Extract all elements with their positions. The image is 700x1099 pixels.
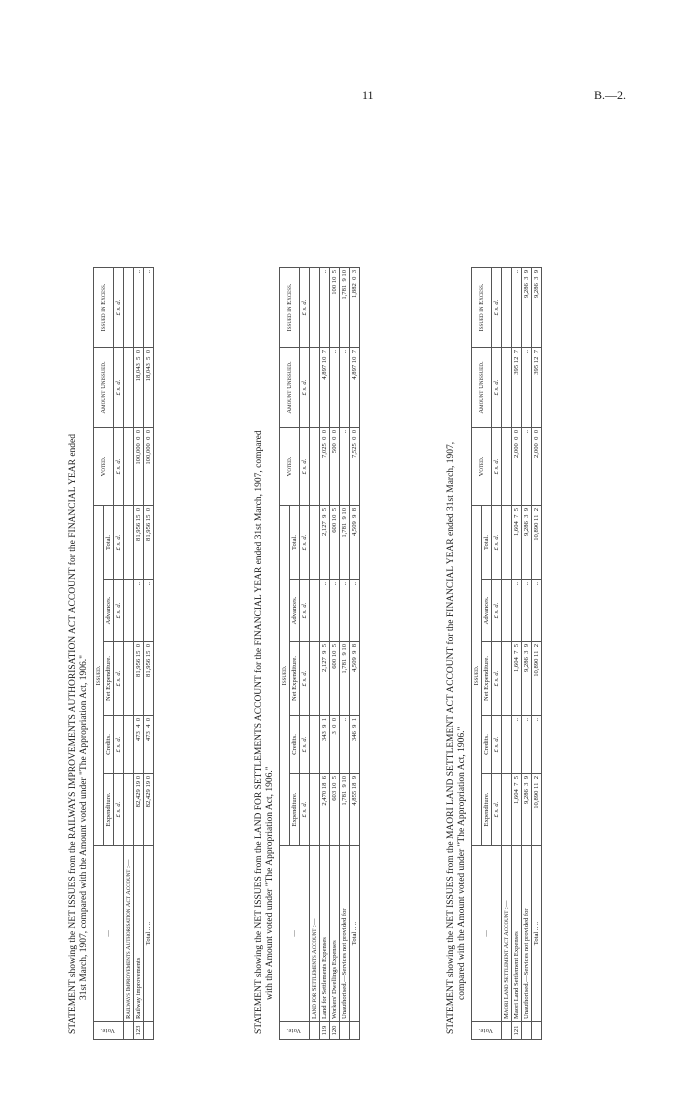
currency-units: £ s. d. (114, 268, 124, 348)
statement-title: STATEMENT showing the NET ISSUES from the LAND FOR SETTLEMENTS ACCOUNT for the FINANCIAL YEAR ended 31st March, 1907, compared (254, 430, 264, 1034)
total-excess: 9,286 3 9 (532, 268, 542, 348)
currency-units: £ s. d. (300, 580, 310, 642)
total-unissued: 4,897 10 7 (350, 348, 360, 428)
currency-units: £ s. d. (114, 642, 124, 716)
total-voted: 2,000 0 0 (532, 428, 542, 506)
cell-unissued: .. (340, 348, 350, 428)
row-description: Workers' Dwellings Expenses (330, 846, 340, 1022)
cell-tot: 600 10 5 (330, 506, 340, 580)
cell-exp: 603 10 5 (330, 774, 340, 846)
cell-voted (124, 428, 134, 506)
cell-excess (124, 268, 134, 348)
cell-adv: .. (512, 580, 522, 642)
table-row (522, 268, 532, 1040)
cell-voted (502, 428, 512, 506)
currency-units: £ s. d. (114, 428, 124, 506)
table-row (502, 268, 512, 1040)
row-description: Land for Settlements Account :— (310, 846, 320, 1022)
vote-number (522, 1022, 532, 1040)
cell-net: 1,604 7 5 (512, 642, 522, 716)
statement-section (68, 110, 154, 1040)
voted-header: Voted. (472, 428, 492, 506)
cell-adv: .. (522, 580, 532, 642)
cell-tot (310, 506, 320, 580)
currency-units: £ s. d. (300, 774, 310, 846)
advances-header: Advances. (104, 580, 114, 642)
cell-adv: .. (330, 580, 340, 642)
cell-voted: 2,000 0 0 (512, 428, 522, 506)
statement-table (279, 267, 360, 1040)
net-expenditure-header: Net Expenditure. (104, 642, 114, 716)
currency-units: £ s. d. (300, 428, 310, 506)
row-description: Railways Improvements Authorisation Act Account :— (124, 846, 134, 1022)
currency-units: £ s. d. (492, 348, 502, 428)
cell-unissued: 18,043 5 0 (134, 348, 144, 428)
total-label: Total .. .. (144, 846, 154, 1022)
vote-number: 123 (134, 1022, 144, 1040)
cell-net (124, 642, 134, 716)
total-exp: 10,890 11 2 (532, 774, 542, 846)
table-row (310, 268, 320, 1040)
vote-number (532, 1022, 542, 1040)
document-reference: B.—2. (594, 88, 627, 102)
row-description: Unauthorised.—Services not provided for (522, 846, 532, 1022)
vote-number (350, 1022, 360, 1040)
cell-unissued: .. (330, 348, 340, 428)
cell-tot: 1,604 7 5 (512, 506, 522, 580)
cell-exp (502, 774, 512, 846)
description-header: — (472, 846, 502, 1022)
total-voted: 100,000 0 0 (144, 428, 154, 506)
row-description: Maori Land Settlement Act Account :— (502, 846, 512, 1022)
cell-cred (502, 716, 512, 774)
total-header: Total. (290, 506, 300, 580)
total-adv: .. (144, 580, 154, 642)
cell-cred: 473 4 0 (134, 716, 144, 774)
total-adv: .. (532, 580, 542, 642)
cell-tot (502, 506, 512, 580)
total-exp: 82,429 19 0 (144, 774, 154, 846)
cell-cred: 3 0 0 (330, 716, 340, 774)
cell-net: 9,286 3 9 (522, 642, 532, 716)
total-voted: 7,525 0 0 (350, 428, 360, 506)
voted-header: Voted. (280, 428, 300, 506)
credits-header: Credits. (290, 716, 300, 774)
cell-excess (502, 268, 512, 348)
currency-units: £ s. d. (492, 642, 502, 716)
cell-cred: .. (512, 716, 522, 774)
cell-voted: 500 0 0 (330, 428, 340, 506)
credits-header: Credits. (104, 716, 114, 774)
expenditure-header: Expenditure. (290, 774, 300, 846)
cell-unissued (124, 348, 134, 428)
vote-number (124, 1022, 134, 1040)
cell-exp: 1,604 7 5 (512, 774, 522, 846)
cell-excess (310, 268, 320, 348)
statement-title: STATEMENT showing the NET ISSUES from the RAILWAYS IMPROVEMENTS AUTHORISATION ACT ACCOUNT for the FINANCIAL YEAR ended (68, 433, 78, 1034)
cell-voted (310, 428, 320, 506)
total-net: 4,509 9 8 (350, 642, 360, 716)
total-label: Total .. .. (350, 846, 360, 1022)
advances-header: Advances. (482, 580, 492, 642)
advances-header: Advances. (290, 580, 300, 642)
issued-header: Issued. (472, 506, 482, 846)
cell-exp: 82,429 19 0 (134, 774, 144, 846)
cell-exp: 2,470 18 6 (320, 774, 330, 846)
statement-section (254, 110, 360, 1040)
statement-subtitle: with the Amount voted under "The Appropriation Act, 1906." (265, 766, 275, 1000)
cell-adv: .. (320, 580, 330, 642)
cell-excess: 9,286 3 9 (522, 268, 532, 348)
total-unissued: 395 12 7 (532, 348, 542, 428)
cell-net (310, 642, 320, 716)
total-net: 81,956 15 0 (144, 642, 154, 716)
cell-voted: 100,000 0 0 (134, 428, 144, 506)
cell-excess: 1,781 9 10 (340, 268, 350, 348)
currency-units: £ s. d. (300, 716, 310, 774)
vote-number (144, 1022, 154, 1040)
total-row (144, 268, 154, 1040)
currency-units: £ s. d. (300, 268, 310, 348)
vote-number (502, 1022, 512, 1040)
currency-units: £ s. d. (114, 716, 124, 774)
row-description: Maori Land Settlement Expenses (512, 846, 522, 1022)
currency-units: £ s. d. (114, 774, 124, 846)
cell-voted: .. (340, 428, 350, 506)
currency-units: £ s. d. (492, 580, 502, 642)
total-unissued: 18,043 5 0 (144, 348, 154, 428)
row-description: Railway improvements (134, 846, 144, 1022)
cell-exp (124, 774, 134, 846)
cell-unissued: .. (522, 348, 532, 428)
cell-cred: 343 9 1 (320, 716, 330, 774)
credits-header: Credits. (482, 716, 492, 774)
cell-tot: 81,956 15 0 (134, 506, 144, 580)
cell-tot: 1,781 9 10 (340, 506, 350, 580)
total-header: Total. (482, 506, 492, 580)
cell-excess: .. (134, 268, 144, 348)
statement-table (93, 267, 154, 1040)
currency-units: £ s. d. (492, 774, 502, 846)
net-expenditure-header: Net Expenditure. (290, 642, 300, 716)
cell-cred (124, 716, 134, 774)
cell-tot: 2,127 9 5 (320, 506, 330, 580)
row-description: Land for Settlements Expenses (320, 846, 330, 1022)
cell-cred: .. (340, 716, 350, 774)
currency-units: £ s. d. (492, 428, 502, 506)
cell-cred: .. (522, 716, 532, 774)
table-row (330, 268, 340, 1040)
cell-unissued (502, 348, 512, 428)
table-row (320, 268, 330, 1040)
unissued-header: Amount Unissued. (94, 348, 114, 428)
excess-header: Issued in Excess. (94, 268, 114, 348)
cell-cred (310, 716, 320, 774)
statement-table (471, 267, 542, 1040)
cell-net: 81,956 15 0 (134, 642, 144, 716)
total-cred: 473 4 0 (144, 716, 154, 774)
table-row (340, 268, 350, 1040)
expenditure-header: Expenditure. (104, 774, 114, 846)
vote-number: 121 (512, 1022, 522, 1040)
statement-subtitle: 31st March, 1907, compared with the Amount voted under "The Appropriation Act, 1906." (79, 655, 89, 1000)
total-net: 10,890 11 2 (532, 642, 542, 716)
total-cred: .. (532, 716, 542, 774)
total-row (532, 268, 542, 1040)
currency-units: £ s. d. (492, 506, 502, 580)
cell-exp (310, 774, 320, 846)
issued-header: Issued. (280, 506, 290, 846)
currency-units: £ s. d. (492, 268, 502, 348)
cell-adv (124, 580, 134, 642)
cell-tot (124, 506, 134, 580)
vote-header: Vote. (472, 1022, 502, 1040)
currency-units: £ s. d. (492, 716, 502, 774)
cell-net: 1,781 9 10 (340, 642, 350, 716)
cell-tot: 9,286 3 9 (522, 506, 532, 580)
table-row (512, 268, 522, 1040)
unissued-header: Amount Unissued. (472, 348, 492, 428)
cell-excess: 100 10 5 (330, 268, 340, 348)
cell-excess: .. (320, 268, 330, 348)
net-expenditure-header: Net Expenditure. (482, 642, 492, 716)
cell-net: 600 10 5 (330, 642, 340, 716)
cell-exp: 1,781 9 10 (340, 774, 350, 846)
total-exp: 4,855 18 9 (350, 774, 360, 846)
currency-units: £ s. d. (300, 348, 310, 428)
cell-unissued: 4,897 10 7 (320, 348, 330, 428)
vote-number: 119 (320, 1022, 330, 1040)
excess-header: Issued in Excess. (280, 268, 300, 348)
table-row (124, 268, 134, 1040)
cell-exp: 9,286 3 9 (522, 774, 532, 846)
cell-unissued: 395 12 7 (512, 348, 522, 428)
vote-number (340, 1022, 350, 1040)
table-row (134, 268, 144, 1040)
statement-section (446, 110, 542, 1040)
cell-voted: 7,025 0 0 (320, 428, 330, 506)
vote-header: Vote. (280, 1022, 310, 1040)
page-number: 11 (362, 88, 374, 102)
vote-header: Vote. (94, 1022, 124, 1040)
currency-units: £ s. d. (114, 580, 124, 642)
description-header: — (94, 846, 124, 1022)
total-excess: 1,882 0 3 (350, 268, 360, 348)
excess-header: Issued in Excess. (472, 268, 492, 348)
total-adv: .. (350, 580, 360, 642)
cell-voted: .. (522, 428, 532, 506)
cell-net (502, 642, 512, 716)
unissued-header: Amount Unissued. (280, 348, 300, 428)
cell-adv: .. (340, 580, 350, 642)
currency-units: £ s. d. (114, 348, 124, 428)
row-description: Unauthorised.—Services not provided for (340, 846, 350, 1022)
total-label: Total .. .. (532, 846, 542, 1022)
total-cred: 346 9 1 (350, 716, 360, 774)
vote-number: 120 (330, 1022, 340, 1040)
cell-unissued (310, 348, 320, 428)
currency-units: £ s. d. (300, 642, 310, 716)
statement-subtitle: compared with the Amount voted under "The Appropriation Act, 1906." (457, 726, 467, 1000)
cell-adv: .. (134, 580, 144, 642)
total-header: Total. (104, 506, 114, 580)
voted-header: Voted. (94, 428, 114, 506)
total-excess: .. (144, 268, 154, 348)
total-tot: 81,956 15 0 (144, 506, 154, 580)
cell-adv (310, 580, 320, 642)
cell-excess: .. (512, 268, 522, 348)
expenditure-header: Expenditure. (482, 774, 492, 846)
cell-adv (502, 580, 512, 642)
total-row (350, 268, 360, 1040)
description-header: — (280, 846, 310, 1022)
currency-units: £ s. d. (114, 506, 124, 580)
statement-title: STATEMENT showing the NET ISSUES from the MAORI LAND SETTLEMENT ACT ACCOUNT for the FINANCIAL YEAR ended 31st March, 1907, (446, 441, 456, 1034)
cell-net: 2,127 9 5 (320, 642, 330, 716)
total-tot: 10,890 11 2 (532, 506, 542, 580)
total-tot: 4,509 9 8 (350, 506, 360, 580)
rotated-page-content (68, 100, 628, 1040)
currency-units: £ s. d. (300, 506, 310, 580)
issued-header: Issued. (94, 506, 104, 846)
vote-number (310, 1022, 320, 1040)
